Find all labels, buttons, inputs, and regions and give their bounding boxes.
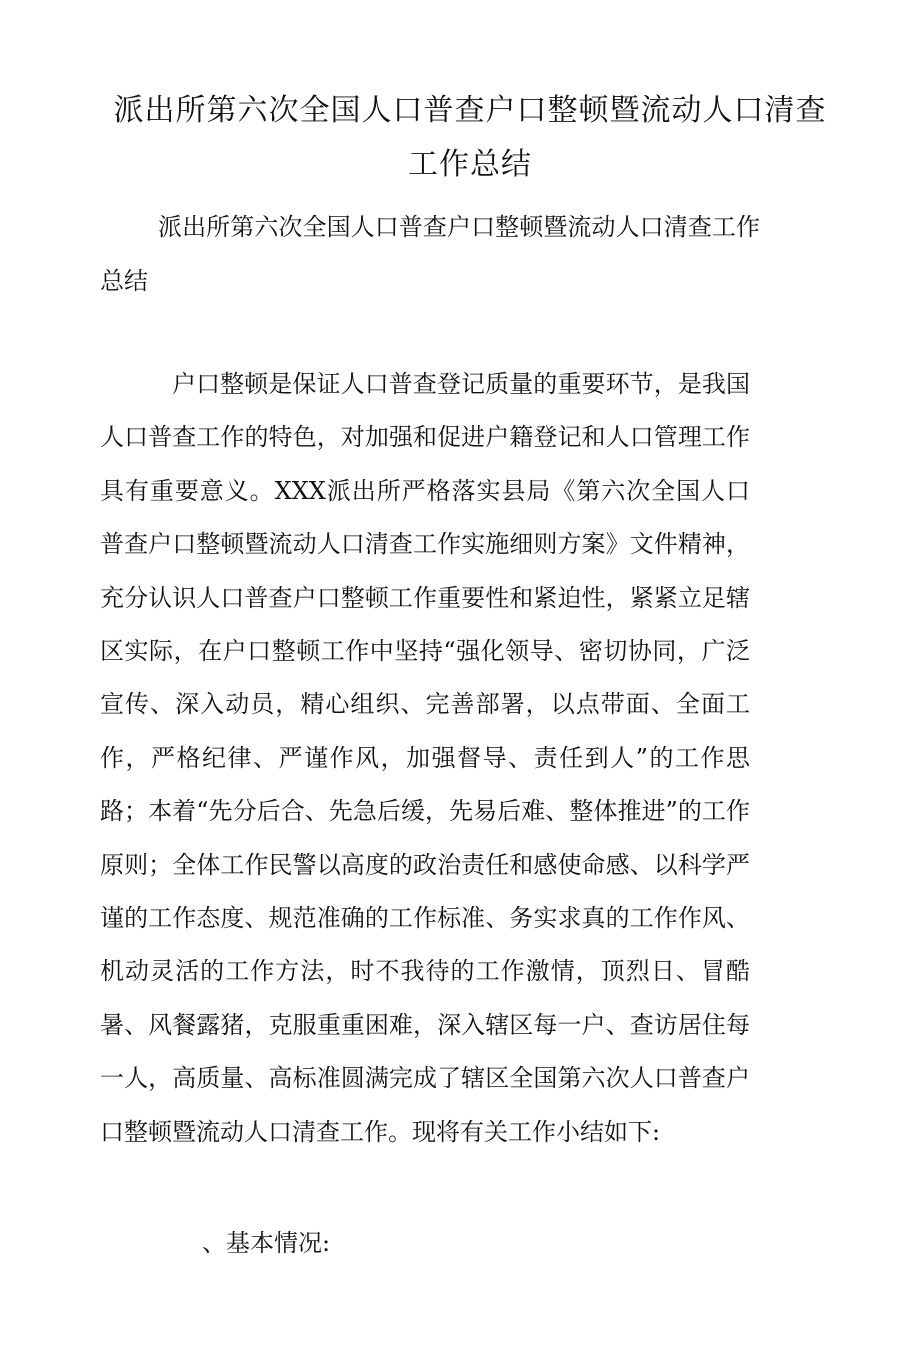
document-title: 派出所第六次全国人口普查户口整顿暨流动人口清查工作总结 [113,93,827,182]
document-subtitle: 派出所第六次全国人口普查户口整顿暨流动人口清查工作总结 [100,213,760,295]
section-heading: 、基本情况: [202,1229,331,1257]
body-paragraph: 户口整顿是保证人口普查登记质量的重要环节，是我国人口普查工作的特色，对加强和促进户籍登记和人口管理工作具有重要意义。XXX派出所严格落实县局《第六次全国人口普查户口整顿暨流动人口清查工作实施细则方案》文件精神，充分认识人口普查户口整顿工作重要性和紧迫性，紧紧立足辖区实际，在户口整顿工作中坚持“强化领导、密切协同，广泛宣传、深入动员，精心组织、完善部署，以点带面、全面工作，严格纪律、严谨作风，加强督导、责任到人”的工作思路；本着“先分后合、先急后缓，先易后难、整体推进”的工作原则；全体工作民警以高度的政治责任和感使命感、以科学严谨的工作态度、规范准确的工作标准、务实求真的工作作风、机动灵活的工作方法，时不我待的工作激情，顶烈日、冒酷暑、风餐露猪，克服重重困难，深入辖区每一户、查访居住每一人，高质量、高标准圆满完成了辖区全国第六次人口普查户口整顿暨流动人口清查工作。现将有关工作小结如下: [100,370,750,1146]
